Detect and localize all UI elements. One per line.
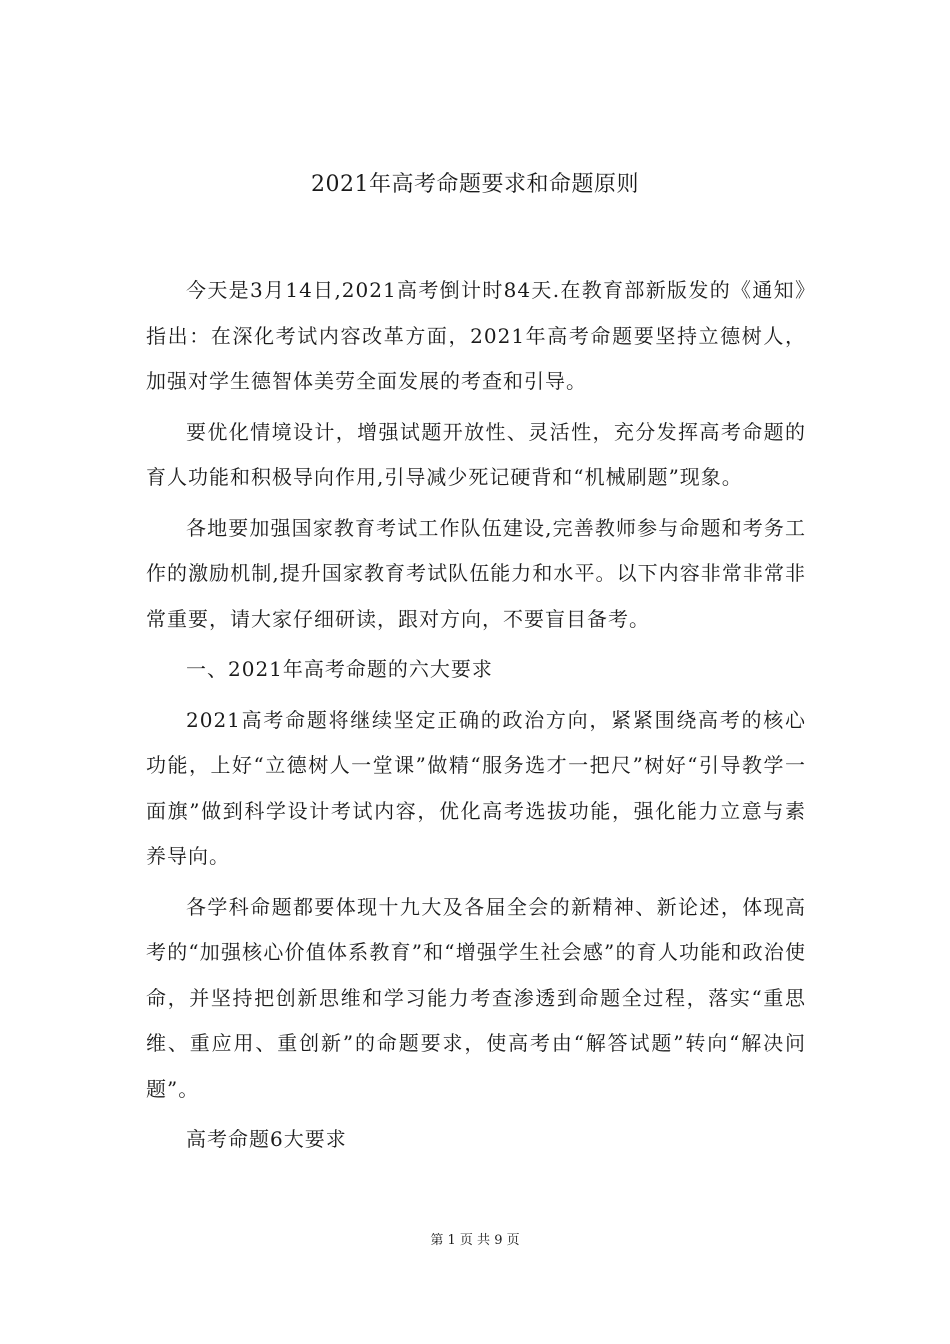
paragraph: 各学科命题都要体现十九大及各届全会的新精神、新论述，体现高考的“加强核心价值体系教育”和“增强学生社会感”的育人功能和政治使命，并坚持把创新思维和学习能力考查渗透到命题全过程，落实“重思维、重应用、重创新”的命题要求，使高考由“解答试题”转向“解决问题”。: [146, 894, 806, 1101]
paragraph: 各地要加强国家教育考试工作队伍建设,完善教师参与命题和考务工作的激励机制,提升国家教育考试队伍能力和水平。以下内容非常非常非常重要，请大家仔细研读，跟对方向，不要盲目备考。: [146, 515, 806, 631]
paragraph: 2021高考命题将继续坚定正确的政治方向，紧紧围绕高考的核心功能，上好“立德树人一堂课”做精“服务选才一把尺”树好“引导教学一面旗”做到科学设计考试内容，优化高考选拔功能，强化能力立意与素养导向。: [146, 707, 806, 868]
section-heading: 一、2021年高考命题的六大要求: [186, 657, 493, 681]
paragraph: 要优化情境设计，增强试题开放性、灵活性，充分发挥高考命题的育人功能和积极导向作用,引导减少死记硬背和“机械刷题”现象。: [146, 419, 806, 489]
paragraph: 今天是3月14日,2021高考倒计时84天.在教育部新版发的《通知》指出：在深化考试内容改革方面，2021年高考命题要坚持立德树人，加强对学生德智体美劳全面发展的考查和引导。: [146, 278, 806, 393]
document-title: 2021年高考命题要求和命题原则: [311, 172, 639, 197]
document-body: [146, 268, 806, 1168]
page-footer: 第 1 页 共 9 页: [430, 1233, 520, 1248]
subheading: 高考命题6大要求: [186, 1127, 347, 1151]
